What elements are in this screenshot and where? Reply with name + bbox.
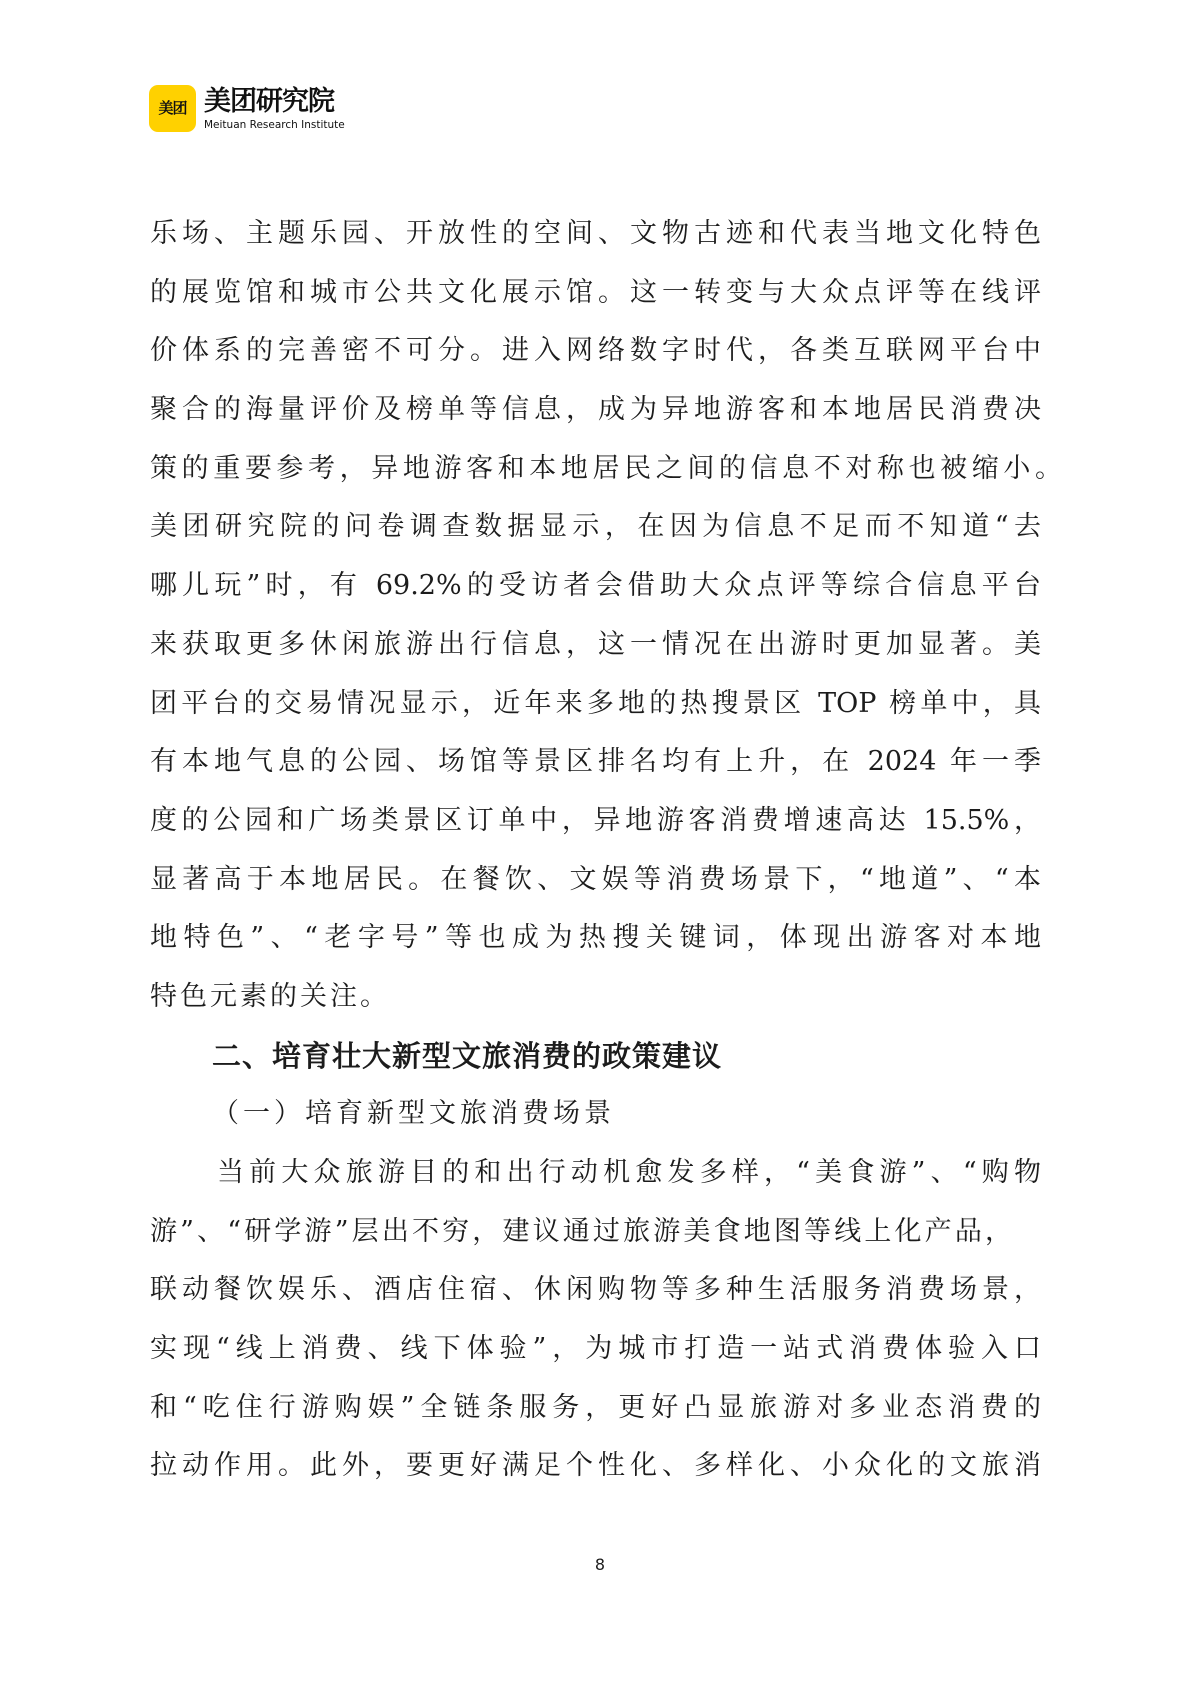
meituan-logo-icon: 美团 [149,85,196,132]
text-line: 乐场、主题乐园、开放性的空间、文物古迹和代表当地文化特色 [150,218,1041,249]
section-heading: 二、培育壮大新型文旅消费的政策建议 [212,1038,723,1073]
text-line: 特色元素的关注。 [150,980,390,1012]
text-line: 团平台的交易情况显示，近年来多地的热搜景区 TOP 榜单中，具 [150,687,1041,719]
paragraph-1 [150,205,1062,1027]
header-logo [149,85,369,133]
text-line: 价体系的完善密不可分。进入网络数字时代，各类互联网平台中 [150,335,1041,367]
org-name: 美团研究院 [204,86,334,117]
text-line: 度的公园和广场类景区订单中，异地游客消费增速高达 15.5%， [150,804,1041,836]
text-line: 地特色”、“老字号”等也成为热搜关键词，体现出游客对本地 [150,922,1041,954]
text-line: 和“吃住行游购娱”全链条服务，更好凸显旅游对多业态消费的 [150,1391,1041,1423]
text-line: 联动餐饮娱乐、酒店住宿、休闲购物等多种生活服务消费场景， [150,1274,1041,1306]
text-line: 显著高于本地居民。在餐饮、文娱等消费场景下，“地道”、“本 [150,863,1041,895]
text-line: 游”、“研学游”层出不穷，建议通过旅游美食地图等线上化产品， [150,1215,1012,1247]
text-line: 实现“线上消费、线下体验”，为城市打造一站式消费体验入口 [150,1333,1041,1365]
text-line: 美团研究院的问卷调查数据显示，在因为信息不足而不知道“去 [150,511,1041,543]
text-line: 来获取更多休闲旅游出行信息，这一情况在出游时更加显著。美 [150,628,1041,660]
document-body [150,205,1062,1496]
text-line: 哪儿玩”时，有 69.2%的受访者会借助大众点评等综合信息平台 [150,570,1041,602]
page-number: 8 [594,1555,606,1574]
subsection-heading: （一）培育新型文旅消费场景 [212,1098,615,1130]
text-line: 策的重要参考，异地游客和本地居民之间的信息不对称也被缩小。 [150,452,1062,484]
text-line: 有本地气息的公园、场馆等景区排名均有上升，在 2024 年一季 [150,746,1041,778]
text-line: 的展览馆和城市公共文化展示馆。这一转变与大众点评等在线评 [150,276,1041,308]
org-name-english: Meituan Research Institute [204,119,345,131]
text-line: 拉动作用。此外，要更好满足个性化、多样化、小众化的文旅消 [150,1450,1041,1482]
text-line: 聚合的海量评价及榜单等信息，成为异地游客和本地居民消费决 [150,394,1041,426]
paragraph-2 [150,1144,1041,1496]
text-line: 当前大众旅游目的和出行动机愈发多样，“美食游”、“购物 [217,1157,1041,1188]
